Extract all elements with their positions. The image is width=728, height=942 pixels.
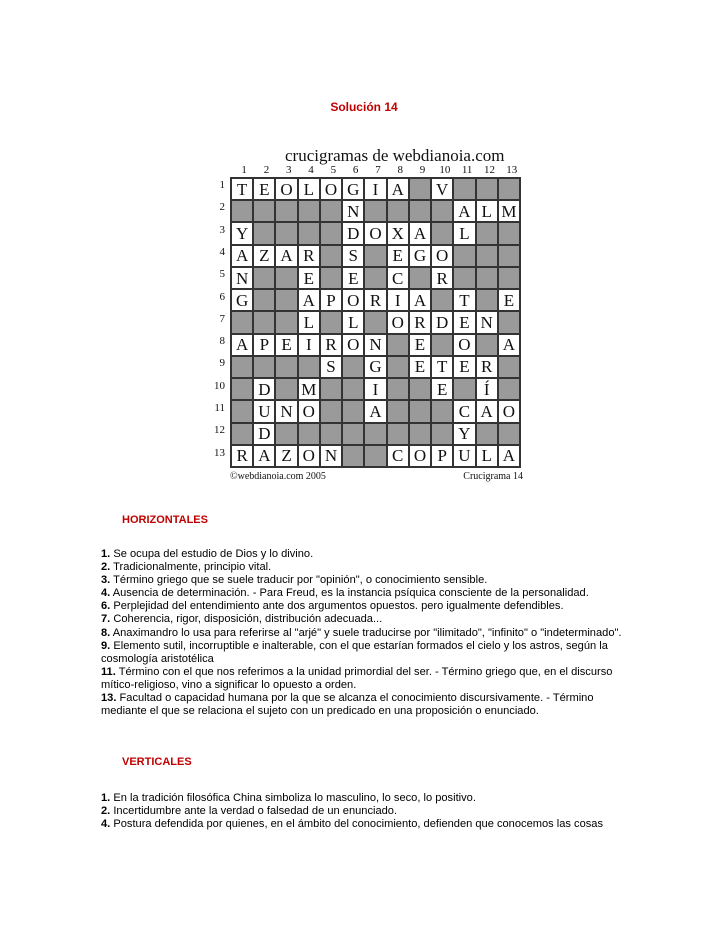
black-cell <box>321 401 341 421</box>
black-cell <box>276 201 296 221</box>
letter-cell: N <box>276 401 296 421</box>
clue-number: 4. <box>101 587 111 600</box>
column-numbers <box>233 164 523 176</box>
black-cell <box>321 223 341 243</box>
letter-cell: Z <box>254 246 274 266</box>
letter-cell: E <box>343 268 363 288</box>
clue-item <box>101 574 631 587</box>
black-cell <box>477 179 497 199</box>
letter-cell: R <box>299 246 319 266</box>
black-cell <box>499 312 519 332</box>
letter-cell: L <box>299 312 319 332</box>
black-cell <box>232 201 252 221</box>
letter-cell: O <box>432 246 452 266</box>
letter-cell: E <box>254 179 274 199</box>
letter-cell: Y <box>232 223 252 243</box>
letter-cell: O <box>343 290 363 310</box>
letter-cell: T <box>432 357 452 377</box>
letter-cell: O <box>410 446 430 466</box>
letter-cell: P <box>254 335 274 355</box>
row-number: 4 <box>219 245 225 258</box>
letter-cell: U <box>454 446 474 466</box>
letter-cell: G <box>365 357 385 377</box>
row-number: 2 <box>219 201 225 214</box>
letter-cell: R <box>365 290 385 310</box>
clue-text: En la tradición filosófica China simboliza lo masculino, lo seco, lo positivo. <box>110 792 476 804</box>
letter-cell: A <box>276 246 296 266</box>
black-cell <box>365 201 385 221</box>
letter-cell: D <box>343 223 363 243</box>
black-cell <box>499 424 519 444</box>
verticales-heading: VERTICALES <box>122 756 192 768</box>
black-cell <box>365 424 385 444</box>
black-cell <box>321 268 341 288</box>
black-cell <box>276 290 296 310</box>
letter-cell: U <box>254 401 274 421</box>
column-number: 1 <box>241 164 247 176</box>
letter-cell: I <box>365 179 385 199</box>
horizontales-heading: HORIZONTALES <box>122 514 208 526</box>
row-number: 9 <box>219 357 225 370</box>
letter-cell: R <box>410 312 430 332</box>
crossword-brand: crucigramas de webdianoia.com <box>285 146 505 165</box>
row-numbers <box>205 179 225 469</box>
row-number: 5 <box>219 268 225 281</box>
letter-cell: E <box>410 357 430 377</box>
letter-cell: O <box>276 179 296 199</box>
black-cell <box>365 312 385 332</box>
letter-cell: A <box>410 223 430 243</box>
row-number: 11 <box>214 402 225 414</box>
black-cell <box>388 357 408 377</box>
clue-item <box>101 805 631 818</box>
clue-number: 7. <box>101 613 111 626</box>
verticales-clues <box>101 792 631 831</box>
black-cell <box>343 401 363 421</box>
column-number: 4 <box>308 164 314 176</box>
clue-text: Se ocupa del estudio de Dios y lo divino. <box>110 548 314 560</box>
letter-cell: N <box>232 268 252 288</box>
page-title: Solución 14 <box>330 100 398 114</box>
black-cell <box>388 335 408 355</box>
black-cell <box>343 357 363 377</box>
letter-cell: I <box>299 335 319 355</box>
clue-number: 1. <box>101 548 111 560</box>
clue-text: Ausencia de determinación. - Para Freud, es la instancia psíquica consciente de la personalidad. <box>110 587 589 600</box>
clue-item <box>101 600 631 613</box>
black-cell <box>388 379 408 399</box>
clue-number: 2. <box>101 561 111 574</box>
letter-cell: T <box>454 290 474 310</box>
black-cell <box>432 223 452 243</box>
letter-cell: Y <box>454 424 474 444</box>
letter-cell: E <box>454 312 474 332</box>
column-number: 13 <box>506 164 518 176</box>
column-number: 5 <box>330 164 337 176</box>
column-number: 11 <box>461 164 473 176</box>
letter-cell: T <box>232 179 252 199</box>
black-cell <box>299 424 319 444</box>
crossword-image <box>205 142 535 487</box>
black-cell <box>477 246 497 266</box>
letter-cell: E <box>388 246 408 266</box>
black-cell <box>321 246 341 266</box>
crossword-copyright: ©webdianoia.com 2005 <box>230 471 326 482</box>
column-number: 12 <box>483 164 495 176</box>
black-cell <box>388 201 408 221</box>
black-cell <box>432 201 452 221</box>
black-cell <box>410 424 430 444</box>
letter-cell: A <box>232 335 252 355</box>
row-number: 7 <box>219 312 225 325</box>
column-number: 7 <box>375 164 381 176</box>
black-cell <box>499 223 519 243</box>
clue-item <box>101 561 631 574</box>
letter-cell: O <box>299 401 319 421</box>
letter-cell: A <box>299 290 319 310</box>
clue-number: 6. <box>101 600 111 613</box>
letter-cell: O <box>321 179 341 199</box>
letter-cell: I <box>365 379 385 399</box>
black-cell <box>276 268 296 288</box>
letter-cell: M <box>299 379 319 399</box>
letter-cell: M <box>499 201 519 221</box>
black-cell <box>388 401 408 421</box>
row-number: 10 <box>214 379 225 392</box>
black-cell <box>299 201 319 221</box>
clue-text: Anaximandro lo usa para referirse al "arjé" y suele traducirse por "ilimitado", "infinito" o "indeterminado". <box>110 626 622 639</box>
black-cell <box>276 357 296 377</box>
clue-number: 9. <box>101 639 111 652</box>
letter-cell: P <box>432 446 452 466</box>
black-cell <box>232 379 252 399</box>
black-cell <box>365 446 385 466</box>
letter-cell: Í <box>477 379 497 399</box>
black-cell <box>499 379 519 399</box>
letter-cell: A <box>454 201 474 221</box>
black-cell <box>454 246 474 266</box>
black-cell <box>276 312 296 332</box>
crossword-grid <box>230 177 521 468</box>
black-cell <box>299 357 319 377</box>
black-cell <box>499 357 519 377</box>
clue-text: Tradicionalmente, principio vital. <box>110 561 272 574</box>
letter-cell: A <box>254 446 274 466</box>
clue-item <box>101 666 631 692</box>
black-cell <box>254 268 274 288</box>
letter-cell: E <box>454 357 474 377</box>
column-number: 2 <box>263 164 270 176</box>
black-cell <box>477 424 497 444</box>
letter-cell: E <box>299 268 319 288</box>
letter-cell: Z <box>276 446 296 466</box>
black-cell <box>499 268 519 288</box>
letter-cell: P <box>321 290 341 310</box>
letter-cell: A <box>477 401 497 421</box>
letter-cell: N <box>477 312 497 332</box>
horizontales-clues <box>101 548 631 718</box>
clue-item <box>101 587 631 600</box>
black-cell <box>365 246 385 266</box>
letter-cell: N <box>365 335 385 355</box>
clue-text: Término griego que se suele traducir por "opinión", o conocimiento sensible. <box>110 574 488 587</box>
letter-cell: L <box>477 446 497 466</box>
letter-cell: N <box>321 446 341 466</box>
clue-number: 8. <box>101 626 111 639</box>
black-cell <box>321 201 341 221</box>
letter-cell: E <box>499 290 519 310</box>
black-cell <box>477 335 497 355</box>
black-cell <box>254 290 274 310</box>
black-cell <box>232 401 252 421</box>
clue-item <box>101 627 631 640</box>
black-cell <box>477 268 497 288</box>
black-cell <box>432 401 452 421</box>
black-cell <box>454 179 474 199</box>
clue-item <box>101 692 631 718</box>
letter-cell: G <box>410 246 430 266</box>
letter-cell: R <box>477 357 497 377</box>
column-number: 8 <box>397 164 403 176</box>
black-cell <box>254 201 274 221</box>
clue-number: 1. <box>101 792 111 804</box>
black-cell <box>432 424 452 444</box>
black-cell <box>410 179 430 199</box>
column-number: 6 <box>352 164 359 176</box>
letter-cell: A <box>365 401 385 421</box>
black-cell <box>232 357 252 377</box>
clue-item <box>101 548 631 561</box>
black-cell <box>254 312 274 332</box>
letter-cell: X <box>388 223 408 243</box>
letter-cell: A <box>499 335 519 355</box>
black-cell <box>499 246 519 266</box>
clue-number: 3. <box>101 574 111 587</box>
clue-item <box>101 640 631 666</box>
letter-cell: I <box>388 290 408 310</box>
letter-cell: A <box>232 246 252 266</box>
black-cell <box>454 379 474 399</box>
clue-number: 4. <box>101 818 111 831</box>
clue-text: Facultad o capacidad humana por la que se alcanza el conocimiento discursivamente. - Término mediante el que se relaciona el sujeto con un predicado en una proposición o enunciado. <box>101 692 594 718</box>
letter-cell: V <box>432 179 452 199</box>
clue-number: 13. <box>101 692 117 705</box>
black-cell <box>254 357 274 377</box>
black-cell <box>299 223 319 243</box>
black-cell <box>321 379 341 399</box>
black-cell <box>432 290 452 310</box>
row-number: 6 <box>219 290 225 303</box>
black-cell <box>321 312 341 332</box>
clue-text: Perplejidad del entendimiento ante dos argumentos opuestos. pero igualmente defendibles. <box>110 600 564 613</box>
letter-cell: D <box>254 379 274 399</box>
letter-cell: O <box>299 446 319 466</box>
row-number: 13 <box>214 446 225 459</box>
letter-cell: S <box>321 357 341 377</box>
clue-number: 11. <box>101 665 116 678</box>
letter-cell: E <box>410 335 430 355</box>
black-cell <box>477 290 497 310</box>
clue-item <box>101 818 631 831</box>
column-number: 3 <box>285 164 292 176</box>
letter-cell: G <box>343 179 363 199</box>
letter-cell: G <box>232 290 252 310</box>
black-cell <box>499 179 519 199</box>
black-cell <box>432 335 452 355</box>
clue-text: Postura defendida por quienes, en el ámbito del conocimiento, defienden que conocemos las cosas <box>110 818 604 831</box>
black-cell <box>276 379 296 399</box>
black-cell <box>232 312 252 332</box>
clue-text: Elemento sutil, incorruptible e inalterable, con el que estarían formados el cielo y los astros, según la cosmología aristotélica <box>101 639 608 665</box>
letter-cell: S <box>343 246 363 266</box>
black-cell <box>276 424 296 444</box>
letter-cell: L <box>299 179 319 199</box>
black-cell <box>276 223 296 243</box>
letter-cell: O <box>365 223 385 243</box>
black-cell <box>343 379 363 399</box>
row-number: 8 <box>219 335 225 348</box>
black-cell <box>343 446 363 466</box>
row-number: 3 <box>219 223 225 236</box>
letter-cell: O <box>454 335 474 355</box>
letter-cell: D <box>254 424 274 444</box>
black-cell <box>365 268 385 288</box>
row-number: 12 <box>214 424 225 437</box>
black-cell <box>410 201 430 221</box>
column-number: 9 <box>419 164 426 176</box>
crossword-label: Crucigrama 14 <box>463 471 523 482</box>
letter-cell: D <box>432 312 452 332</box>
letter-cell: L <box>343 312 363 332</box>
letter-cell: C <box>388 446 408 466</box>
black-cell <box>321 424 341 444</box>
letter-cell: A <box>388 179 408 199</box>
row-number: 1 <box>219 179 225 191</box>
letter-cell: R <box>321 335 341 355</box>
letter-cell: O <box>343 335 363 355</box>
clue-item <box>101 613 631 626</box>
letter-cell: N <box>343 201 363 221</box>
letter-cell: R <box>432 268 452 288</box>
letter-cell: E <box>432 379 452 399</box>
letter-cell: O <box>499 401 519 421</box>
letter-cell: A <box>410 290 430 310</box>
letter-cell: O <box>388 312 408 332</box>
letter-cell: R <box>232 446 252 466</box>
letter-cell: A <box>499 446 519 466</box>
letter-cell: L <box>477 201 497 221</box>
black-cell <box>410 379 430 399</box>
clue-number: 2. <box>101 805 111 818</box>
black-cell <box>343 424 363 444</box>
black-cell <box>410 401 430 421</box>
black-cell <box>232 424 252 444</box>
letter-cell: L <box>454 223 474 243</box>
black-cell <box>477 223 497 243</box>
black-cell <box>254 223 274 243</box>
letter-cell: C <box>388 268 408 288</box>
black-cell <box>454 268 474 288</box>
clue-text: Coherencia, rigor, disposición, distribución adecuada... <box>110 613 383 626</box>
letter-cell: C <box>454 401 474 421</box>
letter-cell: E <box>276 335 296 355</box>
clue-item <box>101 792 631 805</box>
clue-text: Término con el que nos referimos a la unidad primordial del ser. - Término griego que, en el discurso mítico-religioso, vino a significar lo opuesto a orden. <box>101 665 613 691</box>
clue-text: Incertidumbre ante la verdad o falsedad de un enunciado. <box>110 805 398 818</box>
column-number: 10 <box>439 164 451 176</box>
black-cell <box>410 268 430 288</box>
black-cell <box>388 424 408 444</box>
